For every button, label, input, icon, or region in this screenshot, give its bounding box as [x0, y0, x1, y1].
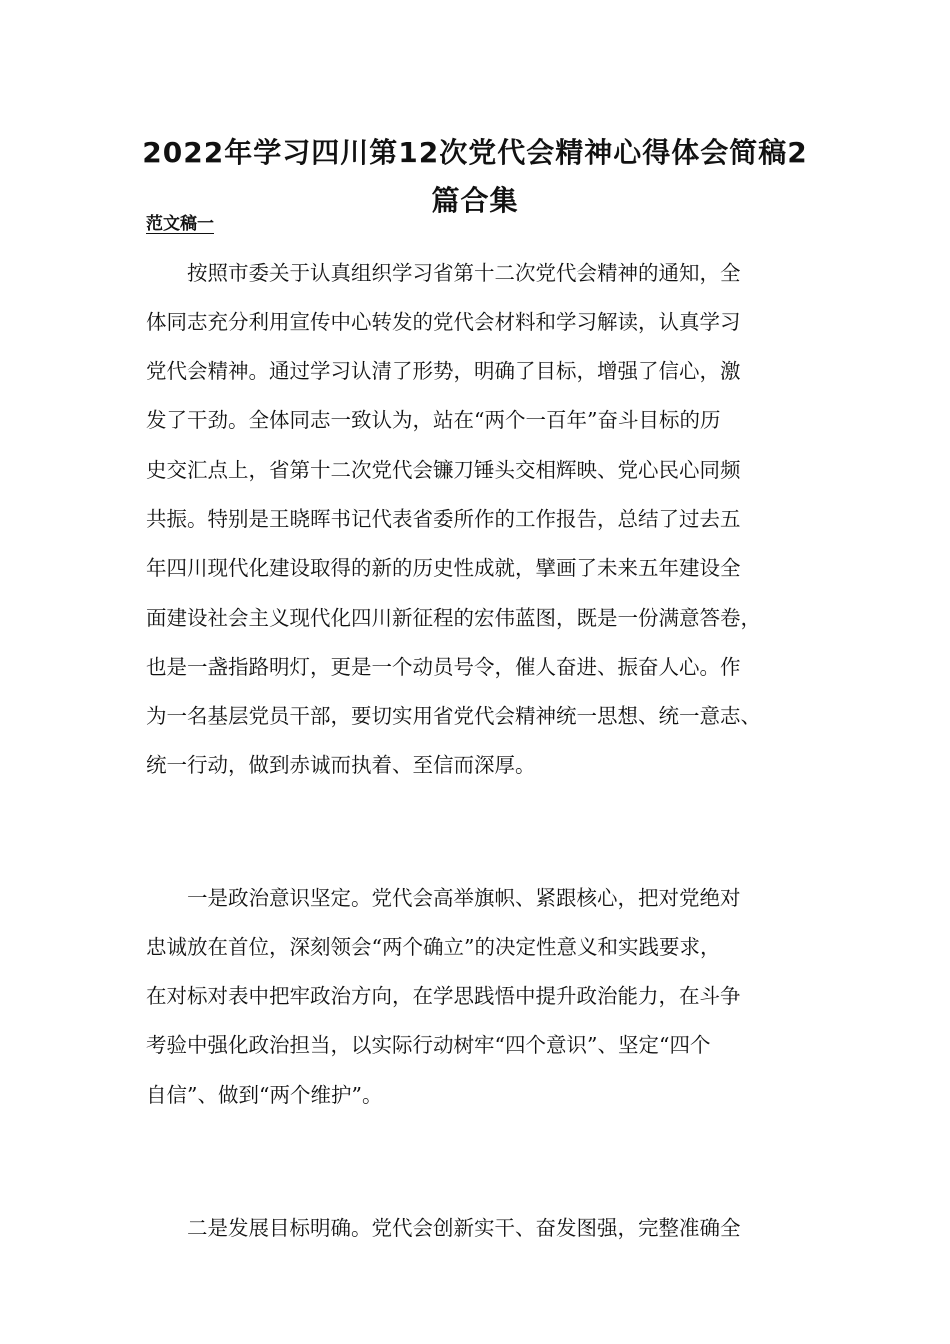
paragraph-1-line: 史交汇点上，省第十二次党代会镰刀锤头交相辉映、党心民心同频 [146, 458, 741, 482]
paragraph-1-line: 为一名基层党员干部，要切实用省党代会精神统一思想、统一意志、 [146, 704, 761, 728]
paragraph-2-line: 在对标对表中把牢政治方向，在学思践悟中提升政治能力，在斗争 [146, 984, 741, 1008]
paragraph-3-line: 二是发展目标明确。党代会创新实干、奋发图强，完整准确全 [146, 1216, 741, 1240]
document-title-line-2: 篇合集 [431, 184, 519, 217]
paragraph-1-line: 面建设社会主义现代化四川新征程的宏伟蓝图，既是一份满意答卷， [146, 606, 761, 630]
section-heading: 范文稿一 [146, 214, 214, 234]
paragraph-1-line: 发了干劲。全体同志一致认为，站在“两个一百年”奋斗目标的历 [146, 408, 721, 432]
paragraph-2-line: 忠诚放在首位，深刻领会“两个确立”的决定性意义和实践要求， [146, 935, 721, 959]
paragraph-1-line: 按照市委关于认真组织学习省第十二次党代会精神的通知，全 [146, 261, 741, 285]
paragraph-1-line: 共振。特别是王晓晖书记代表省委所作的工作报告，总结了过去五 [146, 507, 741, 531]
paragraph-1-line: 体同志充分利用宣传中心转发的党代会材料和学习解读，认真学习 [146, 310, 741, 334]
paragraph-1-line: 也是一盏指路明灯，更是一个动员号令，催人奋进、振奋人心。作 [146, 655, 741, 679]
paragraph-1-line: 统一行动，做到赤诚而执着、至信而深厚。 [146, 753, 536, 777]
document-title-line-1: 2022年学习四川第12次党代会精神心得体会简稿2 [142, 136, 808, 169]
paragraph-2-line: 考验中强化政治担当，以实际行动树牢“四个意识”、坚定“四个 [146, 1033, 711, 1057]
paragraph-1-line: 年四川现代化建设取得的新的历史性成就，擘画了未来五年建设全 [146, 556, 741, 580]
paragraph-2-line: 一是政治意识坚定。党代会高举旗帜、紧跟核心，把对党绝对 [146, 886, 741, 910]
paragraph-1-line: 党代会精神。通过学习认清了形势，明确了目标，增强了信心，激 [146, 359, 741, 383]
paragraph-2-line: 自信”、做到“两个维护”。 [146, 1083, 383, 1107]
